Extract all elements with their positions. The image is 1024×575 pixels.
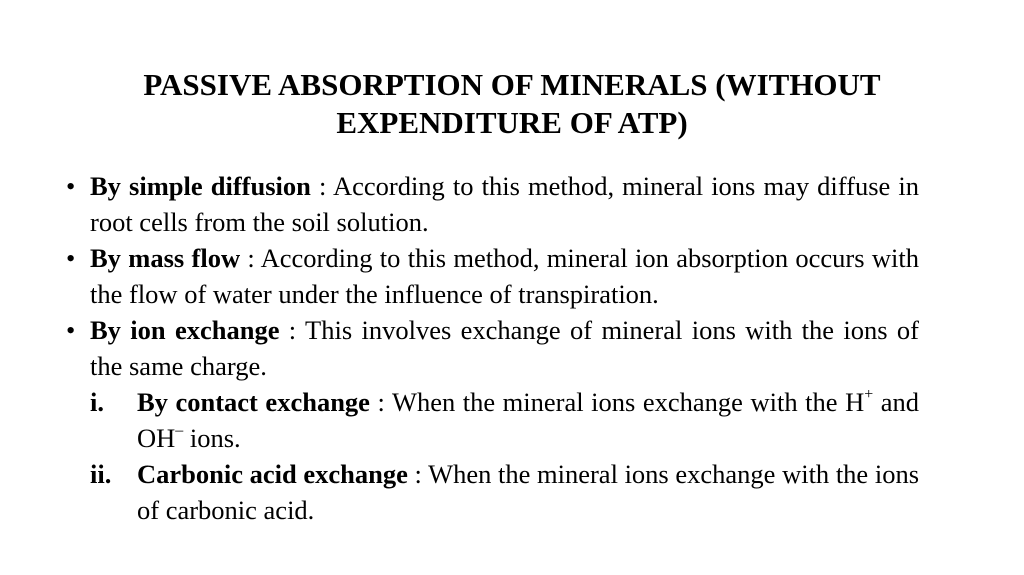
- sub-item-contact-exchange: [66, 384, 919, 456]
- bullet-item-simple-diffusion: [66, 168, 919, 240]
- superscript-minus: –: [175, 421, 184, 439]
- bullet-item-mass-flow: [66, 240, 919, 312]
- bullet-term: By simple diffusion: [90, 171, 311, 201]
- sub-item-text: When the mineral ions exchange with the ions of carbonic acid.: [137, 459, 920, 525]
- sub-item-term: Carbonic acid exchange: [137, 459, 408, 489]
- sub-item-text: When the mineral ions exchange with the H: [391, 387, 865, 417]
- superscript-plus: +: [864, 385, 874, 403]
- bullet-item-ion-exchange: [66, 312, 919, 384]
- bullet-icon: •: [66, 171, 76, 201]
- sub-item-separator: :: [369, 387, 392, 417]
- sub-item-text-middle: and OH: [137, 387, 919, 453]
- bullet-text: This involves exchange of mineral ions with the ions of the same charge.: [90, 315, 919, 381]
- bullet-icon: •: [66, 315, 76, 345]
- bullet-separator: :: [279, 315, 306, 345]
- sub-item-carbonic-acid-exchange: [66, 456, 919, 528]
- sub-item-term: By contact exchange: [137, 387, 370, 417]
- sub-item-separator: :: [407, 459, 429, 489]
- sub-item-text-end: ions.: [183, 423, 241, 453]
- bullet-separator: :: [240, 243, 261, 273]
- bullet-separator: :: [310, 171, 333, 201]
- bullet-icon: •: [66, 243, 76, 273]
- bullet-term: By mass flow: [90, 243, 241, 273]
- slide-body: [66, 168, 919, 528]
- slide-title: PASSIVE ABSORPTION OF MINERALS (WITHOUT EXPENDITURE OF ATP): [143, 67, 881, 140]
- sub-item-marker: ii.: [90, 459, 112, 489]
- bullet-text: According to this method, mineral ions may diffuse in root cells from the soil solution.: [90, 171, 919, 237]
- bullet-text: According to this method, mineral ion absorption occurs with the flow of water under the influence of transpiration.: [90, 243, 920, 309]
- bullet-term: By ion exchange: [90, 315, 280, 345]
- sub-item-marker: i.: [90, 387, 104, 417]
